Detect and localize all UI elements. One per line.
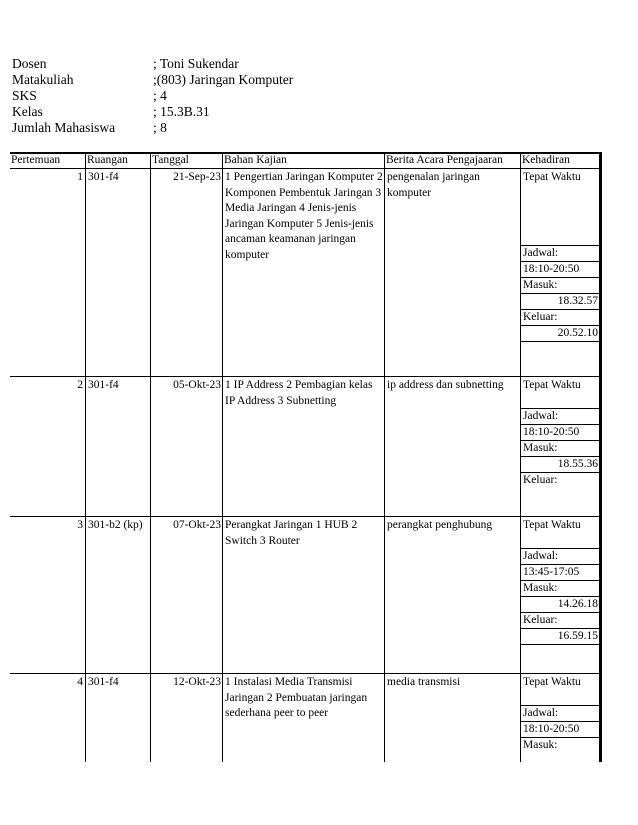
jadwal-label: Jadwal: [521, 705, 599, 721]
matakuliah-label: Matakuliah [12, 72, 74, 87]
keluar-label: Keluar: [521, 309, 599, 325]
jadwal-label: Jadwal: [521, 408, 599, 424]
attendance-table [10, 152, 602, 762]
keluar-label: Keluar: [521, 612, 599, 628]
col-ruangan: Ruangan [85, 154, 150, 168]
kehadiran-cell [520, 517, 602, 673]
jadwal-value: 18:10-20:50 [521, 721, 599, 737]
status-text: Tepat Waktu [523, 676, 581, 688]
sks-row [12, 88, 612, 104]
tanggal-cell: 12-Okt-23 [150, 674, 222, 762]
pertemuan-cell: 3 [77, 519, 83, 531]
col-bahan-kajian: Bahan Kajian [222, 154, 384, 168]
jumlah-label: Jumlah Mahasiswa [12, 120, 116, 135]
table-row [10, 517, 602, 674]
masuk-label: Masuk: [521, 277, 599, 293]
kehadiran-cell [520, 674, 602, 762]
matakuliah-row [12, 72, 612, 88]
keluar-label: Keluar: [521, 472, 599, 488]
kehadiran-cell [520, 169, 602, 376]
col-tanggal: Tanggal [150, 154, 222, 168]
table-header [10, 152, 602, 169]
status-text: Tepat Waktu [523, 379, 581, 391]
berita-acara-cell: perangkat penghubung [384, 517, 520, 673]
document-header [12, 56, 612, 136]
ruangan-cell: 301-f4 [85, 169, 150, 376]
masuk-value: 18.55.36 [521, 456, 599, 472]
status-text: Tepat Waktu [523, 519, 581, 531]
bahan-kajian-cell: 1 Pengertian Jaringan Komputer 2 Komponen Pembentuk Jaringan 3 Media Jaringan 4 Jenis-jenis Jaringan Komputer 5 Jenis-jenis ancaman keamanan jaringan komputer [222, 169, 384, 376]
masuk-value: 14.26.18 [521, 596, 599, 612]
dosen-value: ; Toni Sukendar [153, 56, 239, 71]
masuk-label: Masuk: [521, 440, 599, 456]
ruangan-cell: 301-f4 [85, 377, 150, 516]
pertemuan-cell: 2 [77, 379, 83, 391]
bahan-kajian-cell: 1 IP Address 2 Pembagian kelas IP Address 3 Subnetting [222, 377, 384, 516]
tanggal-cell: 05-Okt-23 [150, 377, 222, 516]
keluar-value: 20.52.10 [521, 325, 599, 342]
ruangan-cell: 301-f4 [85, 674, 150, 762]
kelas-value: ; 15.3B.31 [153, 104, 210, 119]
dosen-row [12, 56, 612, 72]
matakuliah-value: ;(803) Jaringan Komputer [153, 72, 294, 87]
ruangan-cell: 301-b2 (kp) [85, 517, 150, 673]
berita-acara-cell: ip address dan subnetting [384, 377, 520, 516]
sks-value: ; 4 [153, 88, 167, 103]
kehadiran-cell [520, 377, 602, 516]
tanggal-cell: 07-Okt-23 [150, 517, 222, 673]
keluar-value: 16.59.15 [521, 628, 599, 645]
pertemuan-cell: 1 [77, 171, 83, 183]
masuk-label: Masuk: [521, 737, 599, 753]
sks-label: SKS [12, 88, 37, 103]
col-berita-acara: Berita Acara Pengajaaran [384, 154, 520, 168]
tanggal-cell: 21-Sep-23 [150, 169, 222, 376]
bahan-kajian-cell: Perangkat Jaringan 1 HUB 2 Switch 3 Router [222, 517, 384, 673]
kelas-label: Kelas [12, 104, 43, 119]
table-row [10, 674, 602, 762]
jadwal-label: Jadwal: [521, 548, 599, 564]
berita-acara-cell: media transmisi [384, 674, 520, 762]
jumlah-value: ; 8 [153, 120, 167, 135]
jumlah-row [12, 120, 612, 136]
kelas-row [12, 104, 612, 120]
table-row [10, 377, 602, 517]
col-pertemuan: Pertemuan [11, 154, 61, 166]
table-row [10, 169, 602, 377]
pertemuan-cell: 4 [77, 676, 83, 688]
jadwal-value: 18:10-20:50 [521, 424, 599, 440]
bahan-kajian-cell: 1 Instalasi Media Transmisi Jaringan 2 Pembuatan jaringan sederhana peer to peer [222, 674, 384, 762]
masuk-value: 18.32.57 [521, 293, 599, 309]
status-text: Tepat Waktu [523, 171, 581, 183]
col-kehadiran: Kehadiran [520, 154, 602, 168]
dosen-label: Dosen [12, 56, 47, 71]
jadwal-value: 18:10-20:50 [521, 261, 599, 277]
jadwal-value: 13:45-17:05 [521, 564, 599, 580]
masuk-label: Masuk: [521, 580, 599, 596]
berita-acara-cell: pengenalan jaringan komputer [384, 169, 520, 376]
jadwal-label: Jadwal: [521, 245, 599, 261]
